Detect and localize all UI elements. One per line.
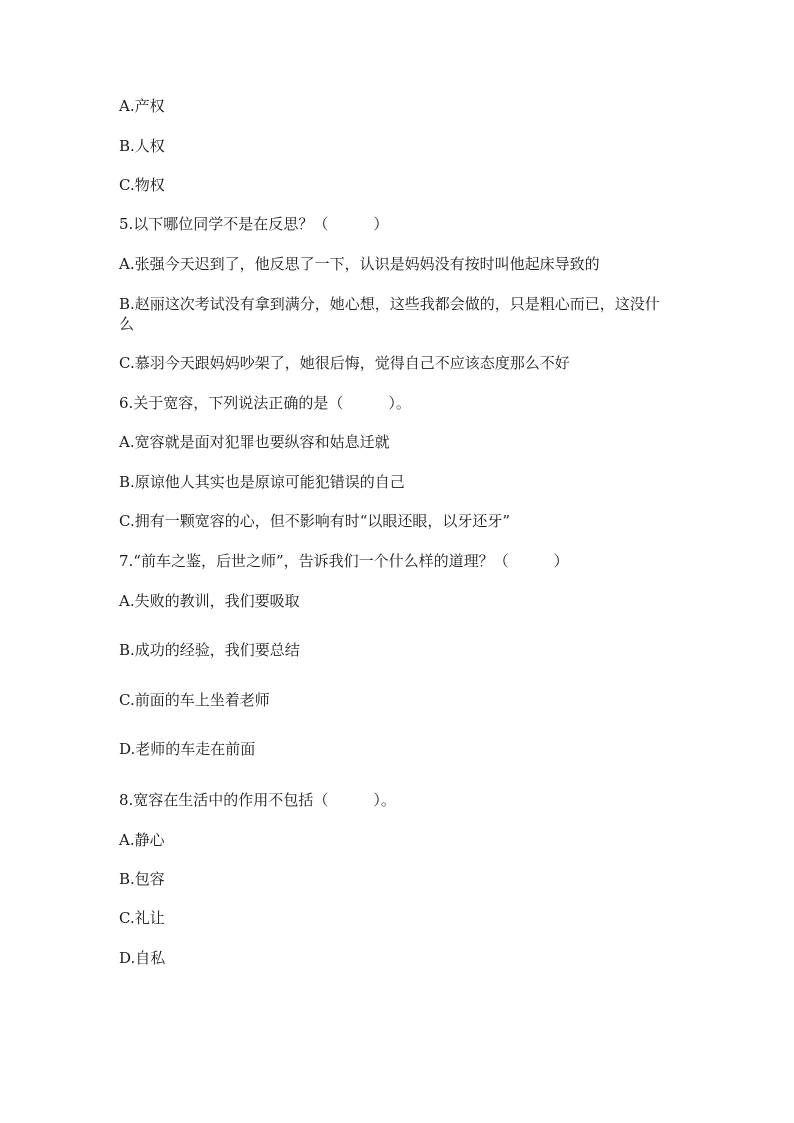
question-8-option-d: D.自私 bbox=[119, 949, 166, 967]
question-8-option-c: C.礼让 bbox=[119, 909, 165, 927]
question-5-stem: 5.以下哪位同学不是在反思？（ ） bbox=[119, 215, 389, 233]
question-6-option-a: A.宽容就是面对犯罪也要纵容和姑息迁就 bbox=[119, 433, 390, 451]
question-7-option-b: B.成功的经验，我们要总结 bbox=[119, 641, 300, 659]
question-6-option-b: B.原谅他人其实也是原谅可能犯错误的自己 bbox=[119, 473, 405, 491]
question-7-option-a: A.失败的教训，我们要吸取 bbox=[119, 592, 300, 610]
question-8-option-a: A.静心 bbox=[119, 831, 165, 849]
question-5-option-a: A.张强今天迟到了，他反思了一下，认识是妈妈没有按时叫他起床导致的 bbox=[119, 255, 600, 273]
question-7-option-c: C.前面的车上坐着老师 bbox=[119, 691, 270, 709]
question-7-option-d: D.老师的车走在前面 bbox=[119, 740, 256, 758]
question-6-stem: 6.关于宽容，下列说法正确的是（ ）。 bbox=[119, 394, 411, 412]
option-c: C.物权 bbox=[119, 176, 165, 194]
question-6-option-c: C.拥有一颗宽容的心，但不影响有时“以眼还眼，以牙还牙” bbox=[119, 512, 511, 530]
question-8-option-b: B.包容 bbox=[119, 870, 165, 888]
question-8-stem: 8.宽容在生活中的作用不包括（ ）。 bbox=[119, 791, 396, 809]
option-b: B.人权 bbox=[119, 137, 165, 155]
question-5-option-c: C.慕羽今天跟妈妈吵架了，她很后悔，觉得自己不应该态度那么不好 bbox=[119, 354, 570, 372]
option-a: A.产权 bbox=[119, 97, 165, 115]
question-7-stem: 7.“前车之鉴，后世之师”，告诉我们一个什么样的道理？（ ） bbox=[119, 552, 569, 570]
question-5-option-b: B.赵丽这次考试没有拿到满分，她心想，这些我都会做的，只是粗心而已，这没什么 bbox=[119, 295, 660, 333]
